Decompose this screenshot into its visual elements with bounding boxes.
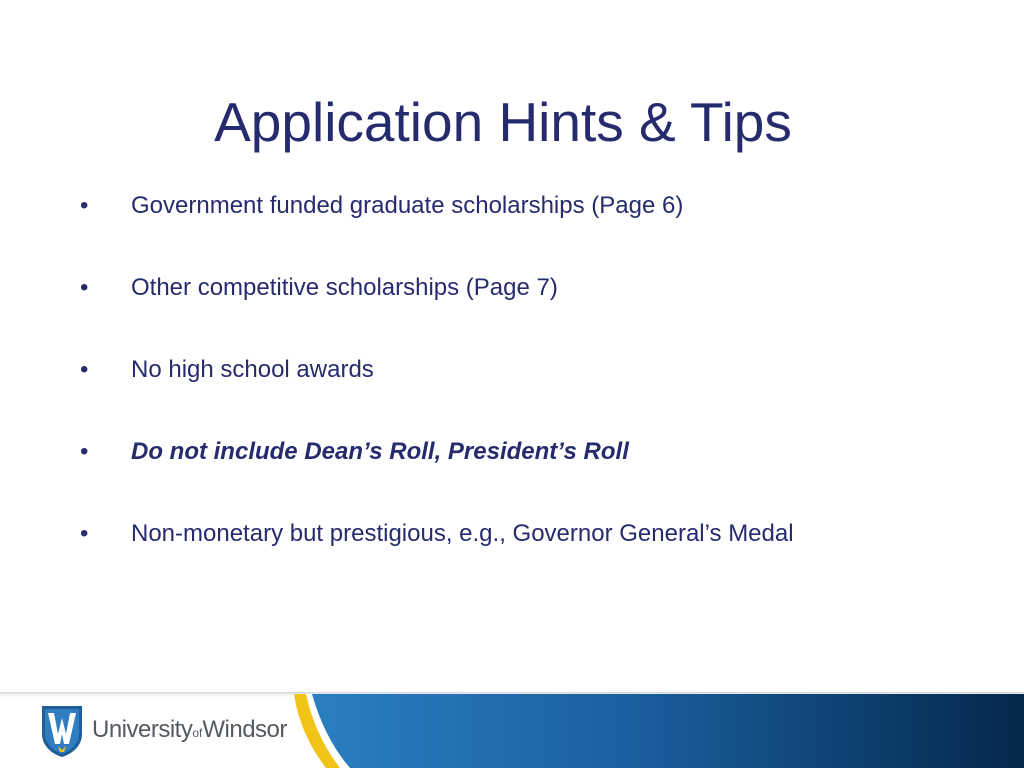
slide-title: Application Hints & Tips — [214, 91, 792, 153]
bullet-text: Do not include Dean’s Roll, President’s Roll — [131, 438, 629, 465]
bullet-text: Non-monetary but prestigious, e.g., Governor General’s Medal — [131, 520, 794, 547]
bullet-dot: • — [80, 274, 89, 301]
logo-name-part1: University — [92, 716, 193, 743]
bullet-item — [0, 268, 1024, 308]
bullet-text: Government funded graduate scholarships (Page 6) — [131, 192, 684, 219]
bullet-text: No high school awards — [131, 356, 374, 383]
university-crest-icon — [40, 704, 84, 758]
university-name — [92, 714, 287, 749]
bullet-item — [0, 186, 1024, 226]
bullet-text: Other competitive scholarships (Page 7) — [131, 274, 558, 301]
bullet-dot: • — [80, 520, 89, 547]
logo-name-of: of — [192, 726, 203, 740]
footer-blue-field — [312, 694, 1024, 768]
bullet-item — [0, 514, 1024, 554]
bullet-dot: • — [80, 192, 89, 219]
logo-name-part2: Windsor — [202, 716, 287, 743]
bullet-item — [0, 350, 1024, 390]
bullet-dot: • — [80, 438, 89, 465]
bullet-item-emphasized — [0, 432, 1024, 472]
university-logo — [40, 704, 300, 758]
bullet-dot: • — [80, 356, 89, 383]
